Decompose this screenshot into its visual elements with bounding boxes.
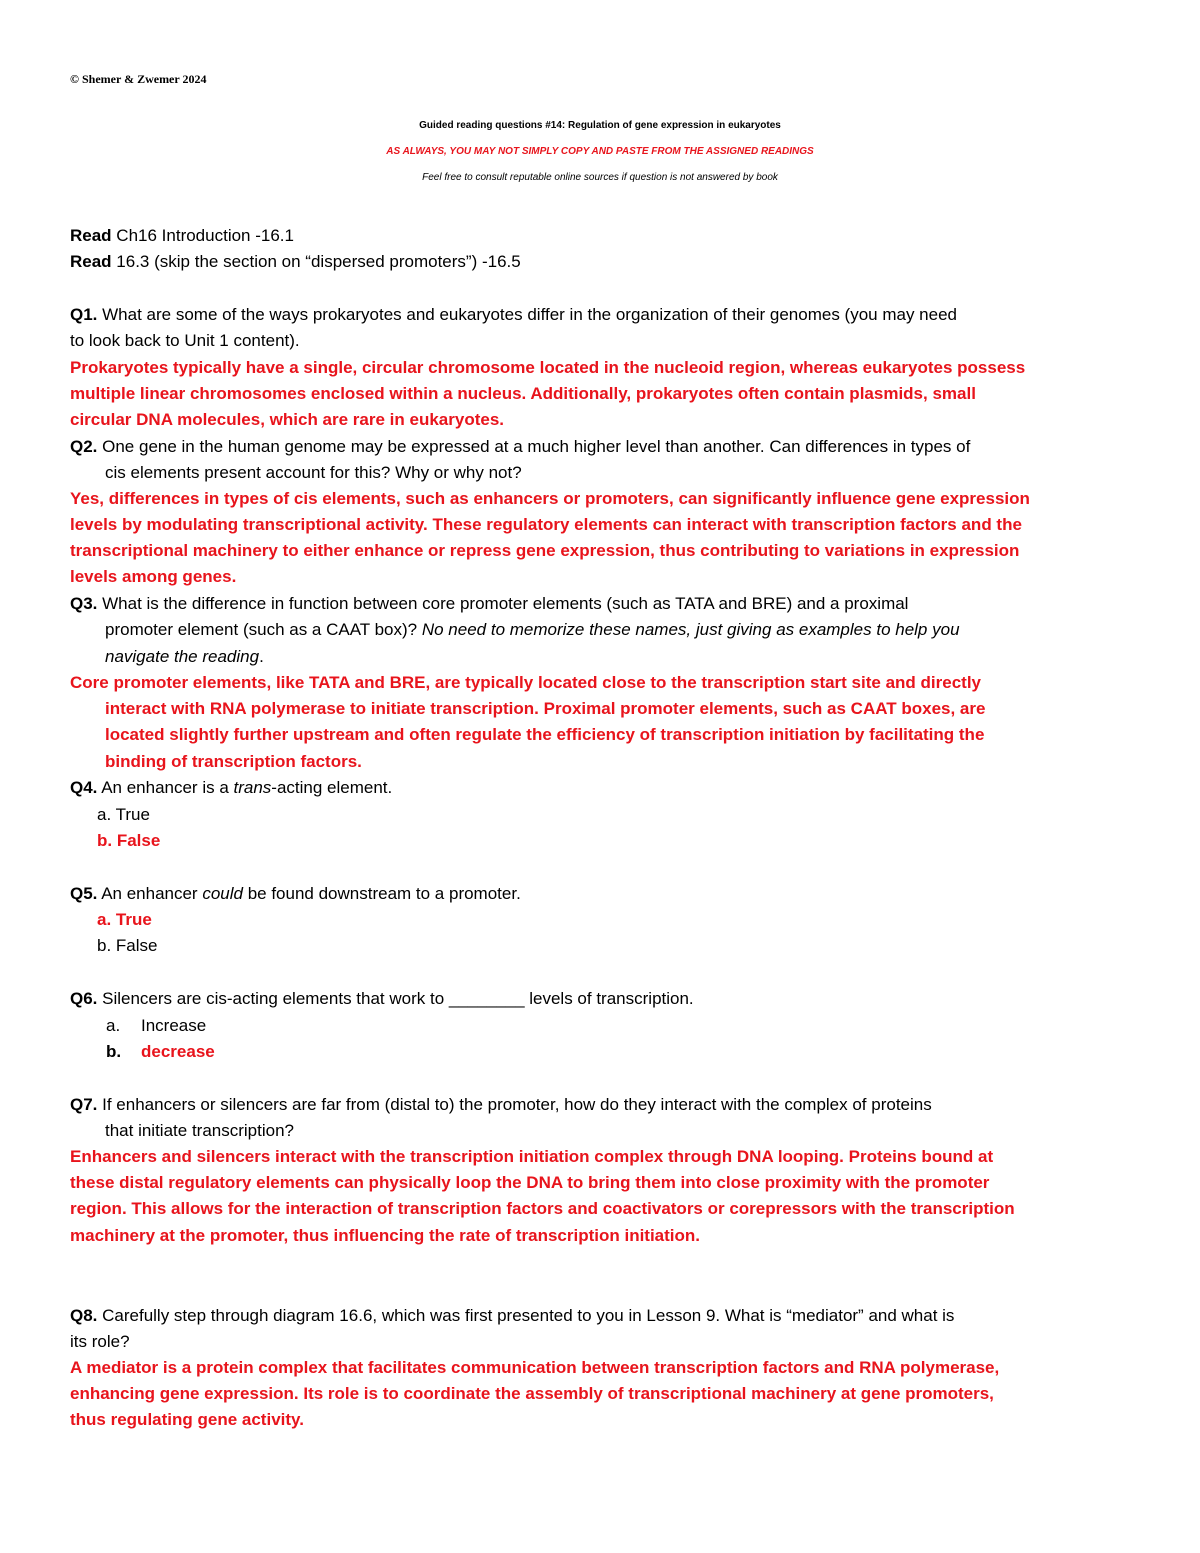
- q7-question-cont: that initiate transcription?: [105, 1121, 294, 1140]
- q3-answer-line: located slightly further upstream and often regulate the efficiency of transcription initiation by facilitating the: [105, 725, 985, 744]
- q3-answer-line: binding of transcription factors.: [105, 752, 362, 771]
- q5-option-a-answer: a. True: [97, 910, 152, 929]
- q2-answer-line: transcriptional machinery to either enhance or repress gene expression, thus contributing to variations in expression: [70, 541, 1020, 560]
- copyright-notice: © Shemer & Zwemer 2024: [70, 72, 207, 86]
- q2-answer-line: levels among genes.: [70, 567, 237, 586]
- q3-answer-line: interact with RNA polymerase to initiate transcription. Proximal promoter elements, such as CAAT boxes, are: [105, 699, 986, 718]
- q1-question: Q1. What are some of the ways prokaryotes and eukaryotes differ in the organization of their genomes (you may need: [70, 305, 958, 324]
- q2-answer-line: levels by modulating transcriptional activity. These regulatory elements can interact with transcription factors and the: [70, 515, 1022, 534]
- q4-option-a: a. True: [97, 805, 150, 824]
- warning-banner: AS ALWAYS, YOU MAY NOT SIMPLY COPY AND PASTE FROM THE ASSIGNED READINGS: [386, 146, 814, 157]
- q4-option-b-answer: b. False: [97, 831, 161, 850]
- q6-option-b-letter: b.: [106, 1042, 122, 1061]
- q6-option-a-letter: a.: [106, 1016, 121, 1035]
- q4-question: Q4. An enhancer is a trans-acting element.: [70, 778, 393, 797]
- document-title: Guided reading questions #14: Regulation of gene expression in eukaryotes: [419, 120, 781, 131]
- q2-question-cont: cis elements present account for this? Why or why not?: [105, 463, 522, 482]
- reading-assignment-1: Read Ch16 Introduction -16.1: [70, 226, 294, 245]
- q1-answer-line: multiple linear chromosomes enclosed within a nucleus. Additionally, prokaryotes often contain plasmids, small: [70, 384, 976, 403]
- q7-answer-line: region. This allows for the interaction of transcription factors and coactivators or corepressors with the transcription: [70, 1199, 1015, 1218]
- q7-answer-line: machinery at the promoter, thus influencing the rate of transcription initiation.: [70, 1226, 701, 1245]
- q8-answer-line: enhancing gene expression. Its role is to coordinate the assembly of transcriptional machinery at gene promoters,: [70, 1384, 994, 1403]
- q7-answer-line: Enhancers and silencers interact with the transcription initiation complex through DNA looping. Proteins bound at: [70, 1147, 994, 1166]
- reading-assignment-2: Read 16.3 (skip the section on “dispersed promoters”) -16.5: [70, 252, 521, 271]
- q5-option-b: b. False: [97, 936, 158, 955]
- q8-answer-line: A mediator is a protein complex that facilitates communication between transcription factors and RNA polymerase,: [70, 1358, 1000, 1377]
- q3-question-cont: navigate the reading.: [105, 647, 264, 666]
- q1-question-cont: to look back to Unit 1 content).: [70, 331, 300, 350]
- q6-option-a-text: Increase: [141, 1016, 207, 1035]
- q8-answer-line: thus regulating gene activity.: [70, 1410, 304, 1429]
- q6-question: Q6. Silencers are cis-acting elements that work to ________ levels of transcription.: [70, 989, 694, 1008]
- q5-question: Q5. An enhancer could be found downstream to a promoter.: [70, 884, 521, 903]
- q2-question: Q2. One gene in the human genome may be expressed at a much higher level than another. Can differences in types of: [70, 437, 971, 456]
- q8-question-cont: its role?: [70, 1332, 130, 1351]
- q1-answer-line: Prokaryotes typically have a single, circular chromosome located in the nucleoid region, whereas eukaryotes possess: [70, 358, 1026, 377]
- sources-note: Feel free to consult reputable online sources if question is not answered by book: [422, 172, 778, 183]
- q7-answer-line: these distal regulatory elements can physically loop the DNA to bring them into close proximity with the promoter: [70, 1173, 990, 1192]
- q2-answer-line: Yes, differences in types of cis elements, such as enhancers or promoters, can significantly influence gene expression: [70, 489, 1030, 508]
- q3-question: Q3. What is the difference in function between core promoter elements (such as TATA and BRE) and a proximal: [70, 594, 909, 613]
- q3-answer-line: Core promoter elements, like TATA and BRE, are typically located close to the transcription start site and directly: [70, 673, 981, 692]
- q6-option-b-answer: decrease: [141, 1042, 215, 1061]
- q8-question: Q8. Carefully step through diagram 16.6, which was first presented to you in Lesson 9. What is “mediator” and what is: [70, 1306, 955, 1325]
- q3-question-cont: promoter element (such as a CAAT box)? No need to memorize these names, just giving as examples to help you: [105, 620, 960, 639]
- q1-answer-line: circular DNA molecules, which are rare in eukaryotes.: [70, 410, 504, 429]
- q7-question: Q7. If enhancers or silencers are far from (distal to) the promoter, how do they interact with the complex of proteins: [70, 1095, 932, 1114]
